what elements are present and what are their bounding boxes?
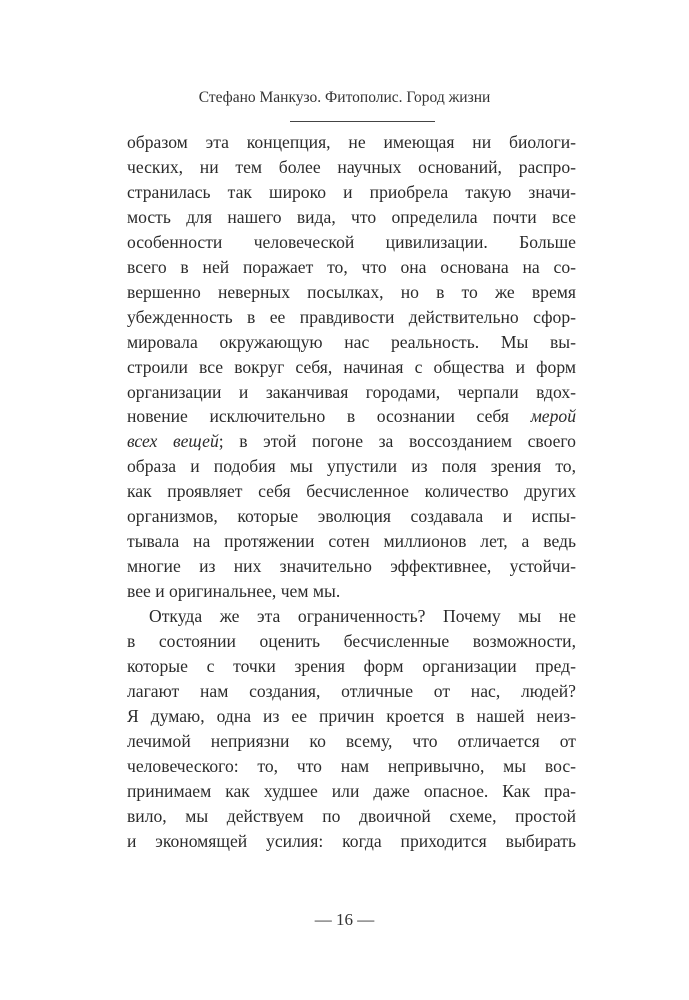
text-line xyxy=(127,155,576,180)
line-content xyxy=(127,429,576,454)
text-segment: образом эта концепция, не имеющая ни биологи- xyxy=(127,132,576,152)
line-content xyxy=(127,280,576,305)
text-segment: в состоянии оценить бесчисленные возможности, xyxy=(127,631,576,652)
line-content xyxy=(127,554,576,579)
text-segment: вершенно неверных посылках, но в то же время xyxy=(127,281,576,302)
text-segment: Я думаю, одна из ее причин кроется в нашей неиз- xyxy=(127,705,576,726)
line-content xyxy=(127,479,576,504)
line-content xyxy=(127,130,576,155)
text-line xyxy=(127,380,576,405)
line-content xyxy=(127,779,576,804)
text-segment: лечимой неприязни ко всему, что отличается от xyxy=(127,730,576,751)
text-line xyxy=(127,404,576,429)
line-content xyxy=(127,579,576,604)
text-segment: тывала на протяжении сотен миллионов лет, а ведь xyxy=(127,531,576,552)
text-line xyxy=(127,130,576,155)
line-content xyxy=(127,205,576,230)
page-body xyxy=(127,130,576,854)
line-content xyxy=(149,604,576,629)
line-content xyxy=(127,255,576,280)
text-line xyxy=(127,529,576,554)
text-line xyxy=(127,579,576,604)
text-segment: организации и заканчивая городами, черпали вдох- xyxy=(127,381,576,402)
text-line xyxy=(127,330,576,355)
text-segment: ; в этой погоне за воссозданием своего xyxy=(218,431,576,452)
text-segment: странилась так широко и приобрела такую значи- xyxy=(127,181,576,202)
text-segment: и экономящей усилия: когда приходится выбирать xyxy=(127,830,576,851)
page-number: — 16 — xyxy=(314,910,375,929)
text-line xyxy=(127,704,576,729)
text-line xyxy=(127,479,576,504)
text-line xyxy=(127,230,576,255)
text-line xyxy=(127,355,576,380)
text-segment: Откуда же эта ограниченность? Почему мы не xyxy=(149,606,576,627)
text-line xyxy=(127,629,576,654)
line-content xyxy=(127,380,576,405)
line-content xyxy=(127,180,576,205)
line-content xyxy=(127,355,576,380)
text-line xyxy=(127,829,576,854)
text-segment: образа и подобия мы упустили из поля зрения то, xyxy=(127,456,576,477)
line-content xyxy=(127,529,576,554)
italic-text: всех вещей xyxy=(127,431,219,452)
text-segment: принимаем как худшее или даже опасное. Как пра- xyxy=(127,780,576,801)
header-rule xyxy=(290,121,435,122)
text-line xyxy=(127,654,576,679)
text-line xyxy=(127,604,576,629)
line-content xyxy=(127,829,576,854)
running-header: Стефано Манкузо. Фитополис. Город жизни xyxy=(198,89,491,106)
text-line xyxy=(127,729,576,754)
line-content xyxy=(127,404,576,429)
text-segment: новение исключительно в осознании себя xyxy=(127,406,531,427)
italic-text: мерой xyxy=(530,406,576,427)
line-content xyxy=(127,155,576,180)
line-content xyxy=(127,504,576,529)
line-content xyxy=(127,679,576,704)
text-segment: многие из них значительно эффективнее, устойчи- xyxy=(127,556,576,577)
text-line xyxy=(127,804,576,829)
text-segment: строили все вокруг себя, начиная с общества и форм xyxy=(127,356,576,377)
text-line xyxy=(127,255,576,280)
line-content xyxy=(127,729,576,754)
text-line xyxy=(127,679,576,704)
line-content xyxy=(127,754,576,779)
text-segment: вее и оригинальнее, чем мы. xyxy=(127,581,341,602)
text-line xyxy=(127,454,576,479)
text-segment: лагают нам создания, отличные от нас, людей? xyxy=(127,680,576,701)
line-content xyxy=(127,305,576,330)
text-segment: мировала окружающую нас реальность. Мы вы- xyxy=(127,331,576,352)
text-line xyxy=(127,754,576,779)
line-content xyxy=(127,804,576,829)
text-segment: убежденность в ее правдивости действительно сфор- xyxy=(127,306,576,327)
text-segment: человеческого: то, что нам непривычно, мы вос- xyxy=(127,755,576,776)
text-segment: которые с точки зрения форм организации пред- xyxy=(127,656,576,677)
line-content xyxy=(127,654,576,679)
line-content xyxy=(127,454,576,479)
line-content xyxy=(127,330,576,355)
text-line xyxy=(127,779,576,804)
text-segment: вило, мы действуем по двоичной схеме, простой xyxy=(127,805,576,826)
text-line xyxy=(127,429,576,454)
text-segment: ческих, ни тем более научных оснований, распро- xyxy=(127,156,576,177)
text-segment: как проявляет себя бесчисленное количество других xyxy=(127,481,576,502)
text-line xyxy=(127,280,576,305)
text-segment: особенности человеческой цивилизации. Больше xyxy=(127,231,576,252)
text-line xyxy=(127,205,576,230)
text-line xyxy=(127,305,576,330)
line-content xyxy=(127,230,576,255)
text-line xyxy=(127,504,576,529)
text-line xyxy=(127,180,576,205)
text-line xyxy=(127,554,576,579)
text-segment: организмов, которые эволюция создавала и испы- xyxy=(127,506,576,527)
text-segment: всего в ней поражает то, что она основана на со- xyxy=(127,256,576,277)
text-segment: мость для нашего вида, что определила почти все xyxy=(127,206,576,227)
line-content xyxy=(127,704,576,729)
line-content xyxy=(127,629,576,654)
